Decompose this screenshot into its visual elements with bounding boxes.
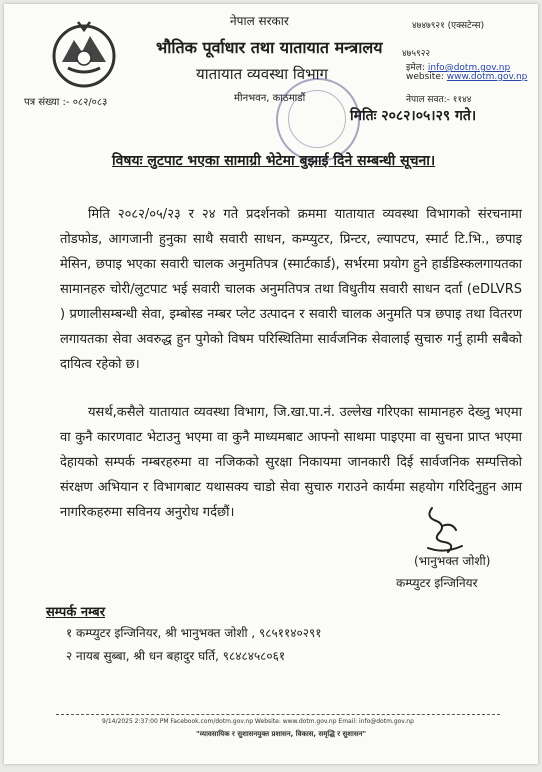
website-label: website: — [406, 72, 444, 82]
contact-numbers-heading: सम्पर्क नम्बर — [46, 605, 106, 620]
email-label: इमेल: — [406, 63, 425, 73]
footer-divider — [56, 714, 500, 715]
office-location: मीनभवन, काठमाडौं — [234, 93, 306, 104]
office-seal-stamp — [276, 78, 360, 162]
reference-number: पत्र संख्या :- ०८२/०८३ — [24, 97, 108, 108]
letter-date: मितिः २०८२।०५।२९ गते। — [350, 108, 477, 124]
contact-item-2: २ नायब सुब्बा, श्री धन बहादुर घर्ति, ९८४८४५८०६१ — [66, 649, 286, 663]
letter-page — [4, 4, 538, 764]
government-name: नेपाल सरकार — [230, 14, 289, 28]
website-line — [406, 72, 527, 82]
signatory-designation: कम्प्युटर इन्जिनियर — [396, 576, 478, 590]
contact-item-1: १ कम्प्युटर इन्जिनियर, श्री भानुभक्त जोशी , ९८५११४०२९१ — [66, 626, 322, 640]
body-paragraph-2: यसर्थ,कसैले यातायात व्यवस्था विभाग, जि.खा.पा.नं. उल्लेख गरिएका सामानहरु देख्नु भएमा वा कुनै कारणवाट भेटाउनु भएमा वा कुनै माध्यमबाट आफ्नो साथमा पाइएमा वा सुचना प्राप्त भएमा देहायको सम्पर्क नम्बरहरुमा वा नजिकको सुरक्षा निकायमा जानकारी दिई सार्वजनिक सम्पत्तिको संरक्षण अभियान र विभागबाट यथासक्य चाडो सेवा सुचारु गराउने कार्यमा सहयोग गरिदिनुहुन आम नागरिकहरुमा सविनय अनुरोध गर्दछौं। — [60, 405, 522, 520]
seal-inner-ring — [288, 90, 346, 148]
nepal-samvat-number: नेपाल सवत:- ११४४ — [406, 95, 472, 105]
subject-line: विषयः लुटपाट भएका सामाग्री भेटेमा बुझाई दिने सम्बन्धी सूचना। — [112, 153, 436, 169]
phone-number-1: ४७४७९२१ (एक्सटेन्स) — [412, 21, 485, 31]
signatory-name: (भानुभक्त जोशी) — [414, 554, 491, 568]
nepal-government-emblem — [48, 18, 120, 90]
email-link[interactable]: info@dotm.gov.np — [427, 63, 511, 73]
ministry-name: भौतिक पूर्वाधार तथा यातायात मन्त्रालय — [156, 38, 383, 57]
body-paragraph-1: मिति २०८२/०५/२३ र २४ गते प्रदर्शनको क्रममा यातायात व्यवस्था विभागको संरचनामा तोडफोड, आगजानी हुनुका साथै सवारी साधन, कम्प्युटर, प्रिन्टर, ल्यापटप, स्मार्ट टि.भि., छपाइ मेसिन, छपाइ भएका सवारी चालक अनुमतिपत्र (स्मार्टकार्ड), सर्भरमा प्रयोग हुने हार्डडिस्कलगायतका सामानहरु चोरी/लुटपाट भई सवारी चालक अनुमतिपत्र तथा विधुतीय सवारी साधन दर्ता (eDLVRS ) प्रणालीसम्बन्धी सेवा, इम्बोस्ड नम्बर प्लेट उत्पादन र सवारी चालक अनुमति पत्र छपाइ तथा वितरण लगायतका सेवा अवरुद्ध हुन पुगेको विषम परिस्थितिमा सार्वजनिक सेवालाई सुचारु गर्नु हामी सबैको दायित्व रहेको छ। — [60, 207, 522, 372]
footer-contact-line: 9/14/2025 2:37:00 PM Facebook.com/dotm.gov.np Website: www.dotm.gov.np Email: info@dotm.gov.np — [102, 718, 414, 725]
department-name: यातायात व्यवस्था विभाग — [196, 65, 328, 83]
phone-number-2: ४७५९२२ — [402, 49, 431, 59]
footer-motto: "व्यावसायिक र सुशासनयुक्त प्रशासन, विकास, समृद्धि र सुशासन" — [196, 730, 367, 738]
website-link[interactable]: www.dotm.gov.np — [446, 72, 528, 82]
